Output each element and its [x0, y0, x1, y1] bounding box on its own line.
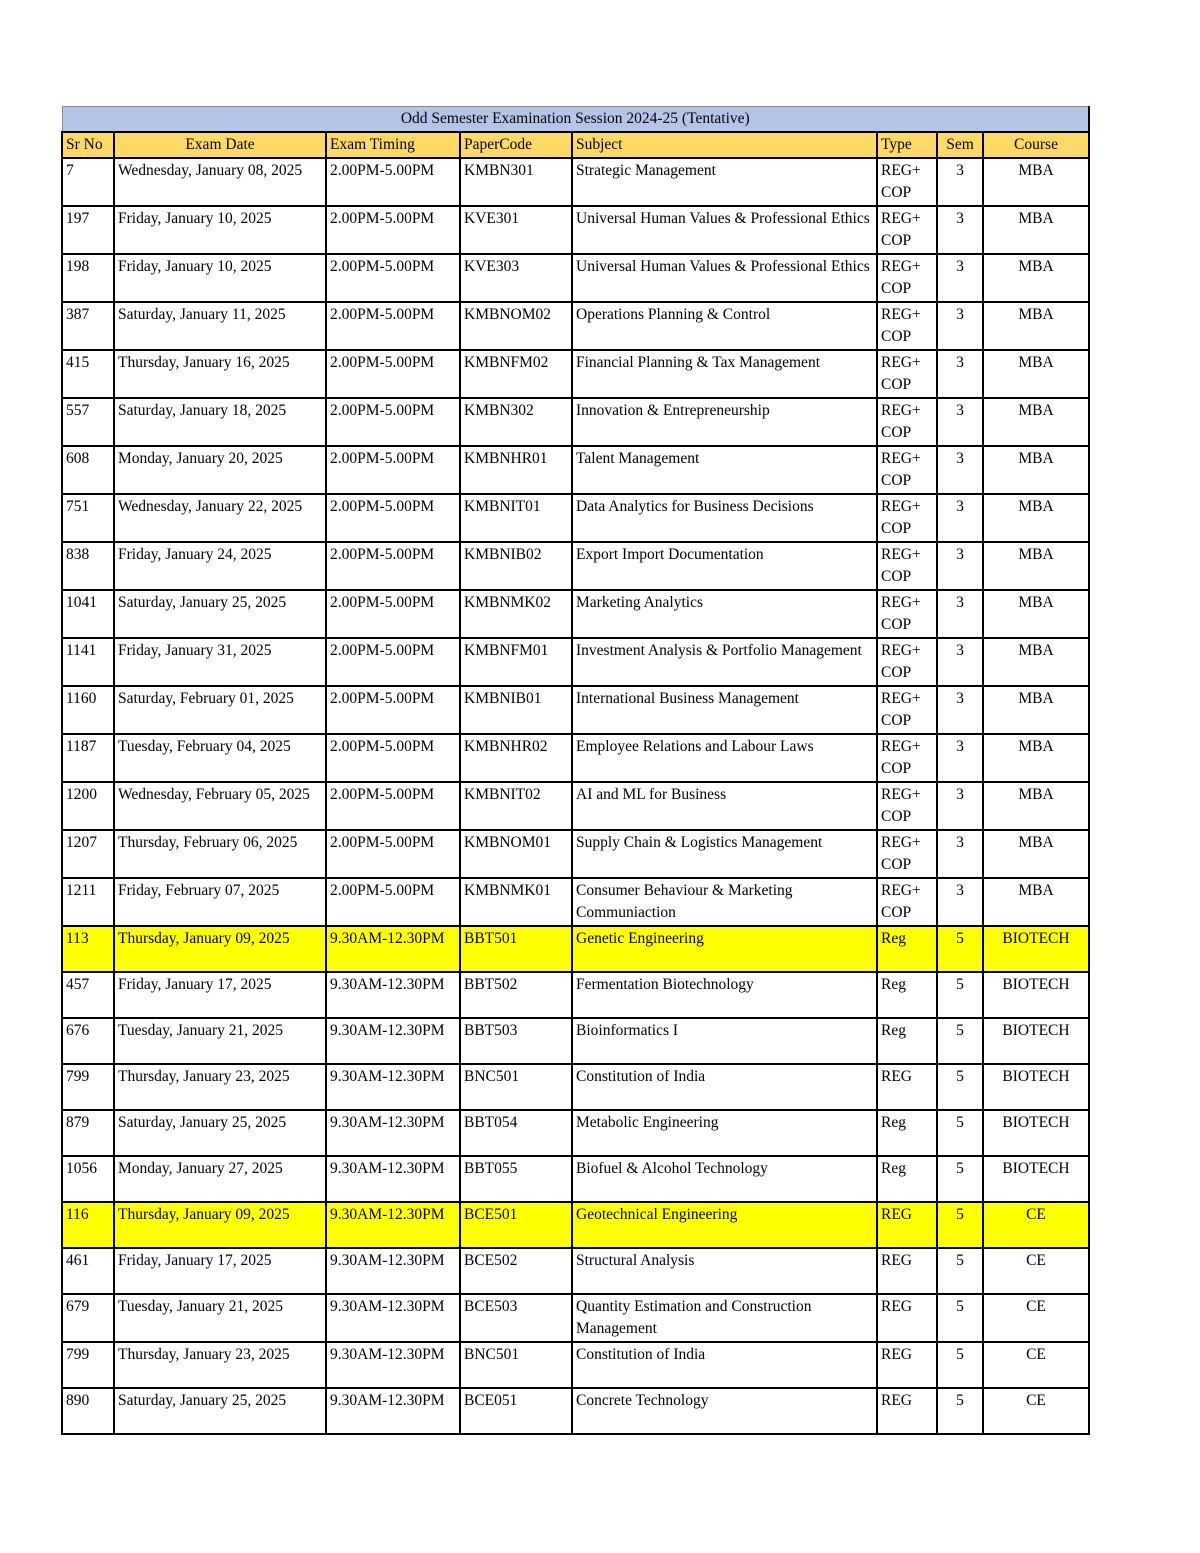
cell-sr-no: 1141: [62, 638, 114, 686]
cell-paper-code: KVE303: [460, 254, 572, 302]
table-row: [62, 830, 1089, 878]
cell-exam-timing: 2.00PM-5.00PM: [326, 782, 460, 830]
col-header-sem: Sem: [937, 132, 983, 158]
cell-subject: Genetic Engineering: [572, 926, 877, 972]
cell-exam-timing: 9.30AM-12.30PM: [326, 1018, 460, 1064]
cell-paper-code: KMBNFM02: [460, 350, 572, 398]
cell-subject: Investment Analysis & Portfolio Management: [572, 638, 877, 686]
table-row: [62, 638, 1089, 686]
cell-exam-date: Thursday, January 23, 2025: [114, 1064, 326, 1110]
cell-subject: Universal Human Values & Professional Ethics: [572, 206, 877, 254]
cell-exam-date: Saturday, January 25, 2025: [114, 1388, 326, 1434]
cell-sem: 3: [937, 302, 983, 350]
cell-paper-code: BBT054: [460, 1110, 572, 1156]
cell-sem: 3: [937, 158, 983, 206]
cell-sr-no: 1056: [62, 1156, 114, 1202]
cell-sr-no: 679: [62, 1294, 114, 1342]
cell-exam-date: Tuesday, January 21, 2025: [114, 1018, 326, 1064]
cell-sr-no: 751: [62, 494, 114, 542]
cell-sem: 5: [937, 1248, 983, 1294]
cell-type: REG+ COP: [877, 350, 937, 398]
cell-sr-no: 799: [62, 1064, 114, 1110]
col-header-exam-date: Exam Date: [114, 132, 326, 158]
cell-course: CE: [983, 1342, 1089, 1388]
cell-type: REG+ COP: [877, 398, 937, 446]
cell-sem: 3: [937, 542, 983, 590]
cell-exam-date: Friday, January 17, 2025: [114, 1248, 326, 1294]
cell-sr-no: 1211: [62, 878, 114, 926]
cell-paper-code: BCE503: [460, 1294, 572, 1342]
cell-exam-timing: 9.30AM-12.30PM: [326, 1156, 460, 1202]
cell-course: MBA: [983, 638, 1089, 686]
cell-subject: Concrete Technology: [572, 1388, 877, 1434]
cell-sr-no: 676: [62, 1018, 114, 1064]
cell-subject: Universal Human Values & Professional Ethics: [572, 254, 877, 302]
col-header-sr-no: Sr No: [62, 132, 114, 158]
table-row: [62, 1248, 1089, 1294]
cell-subject: Export Import Documentation: [572, 542, 877, 590]
cell-type: REG+ COP: [877, 638, 937, 686]
cell-subject: AI and ML for Business: [572, 782, 877, 830]
cell-sem: 3: [937, 782, 983, 830]
cell-type: REG: [877, 1202, 937, 1248]
cell-sr-no: 7: [62, 158, 114, 206]
cell-exam-timing: 9.30AM-12.30PM: [326, 1388, 460, 1434]
cell-paper-code: BCE501: [460, 1202, 572, 1248]
cell-course: CE: [983, 1248, 1089, 1294]
cell-type: REG+ COP: [877, 590, 937, 638]
cell-course: MBA: [983, 158, 1089, 206]
cell-sr-no: 1207: [62, 830, 114, 878]
cell-sr-no: 799: [62, 1342, 114, 1388]
cell-exam-timing: 2.00PM-5.00PM: [326, 830, 460, 878]
cell-sr-no: 1200: [62, 782, 114, 830]
cell-sr-no: 113: [62, 926, 114, 972]
cell-exam-timing: 2.00PM-5.00PM: [326, 398, 460, 446]
cell-type: REG: [877, 1248, 937, 1294]
cell-exam-date: Thursday, January 09, 2025: [114, 926, 326, 972]
cell-course: CE: [983, 1388, 1089, 1434]
table-row: [62, 878, 1089, 926]
cell-course: CE: [983, 1202, 1089, 1248]
cell-exam-timing: 2.00PM-5.00PM: [326, 254, 460, 302]
cell-type: Reg: [877, 926, 937, 972]
header-row: [62, 132, 1089, 158]
cell-paper-code: KMBNIB01: [460, 686, 572, 734]
table-row: [62, 686, 1089, 734]
cell-exam-date: Thursday, January 16, 2025: [114, 350, 326, 398]
cell-type: REG+ COP: [877, 254, 937, 302]
table-row: [62, 206, 1089, 254]
col-header-subject: Subject: [572, 132, 877, 158]
table-row: [62, 1064, 1089, 1110]
cell-course: MBA: [983, 734, 1089, 782]
table-row: [62, 254, 1089, 302]
cell-sem: 3: [937, 590, 983, 638]
table-row: [62, 972, 1089, 1018]
cell-type: Reg: [877, 1018, 937, 1064]
cell-course: MBA: [983, 686, 1089, 734]
cell-type: REG+ COP: [877, 542, 937, 590]
cell-course: BIOTECH: [983, 1064, 1089, 1110]
col-header-exam-timing: Exam Timing: [326, 132, 460, 158]
cell-course: MBA: [983, 302, 1089, 350]
cell-paper-code: KMBNMK01: [460, 878, 572, 926]
cell-subject: Talent Management: [572, 446, 877, 494]
cell-paper-code: KMBNIT02: [460, 782, 572, 830]
cell-exam-date: Friday, January 10, 2025: [114, 206, 326, 254]
cell-subject: International Business Management: [572, 686, 877, 734]
cell-exam-date: Monday, January 20, 2025: [114, 446, 326, 494]
cell-type: REG: [877, 1342, 937, 1388]
table-title: Odd Semester Examination Session 2024-25 (Tentative): [62, 107, 1089, 133]
cell-exam-timing: 9.30AM-12.30PM: [326, 926, 460, 972]
cell-type: REG+ COP: [877, 734, 937, 782]
cell-type: REG+ COP: [877, 686, 937, 734]
cell-exam-date: Saturday, January 25, 2025: [114, 1110, 326, 1156]
cell-type: REG+ COP: [877, 206, 937, 254]
cell-course: BIOTECH: [983, 1156, 1089, 1202]
cell-subject: Structural Analysis: [572, 1248, 877, 1294]
cell-paper-code: BBT055: [460, 1156, 572, 1202]
cell-paper-code: BBT502: [460, 972, 572, 1018]
cell-sem: 3: [937, 446, 983, 494]
cell-sr-no: 557: [62, 398, 114, 446]
cell-sr-no: 461: [62, 1248, 114, 1294]
cell-paper-code: BBT503: [460, 1018, 572, 1064]
cell-exam-date: Friday, February 07, 2025: [114, 878, 326, 926]
cell-type: REG: [877, 1388, 937, 1434]
cell-subject: Strategic Management: [572, 158, 877, 206]
table-row: [62, 158, 1089, 206]
cell-paper-code: KMBNOM01: [460, 830, 572, 878]
cell-paper-code: BCE502: [460, 1248, 572, 1294]
cell-paper-code: KMBNOM02: [460, 302, 572, 350]
cell-exam-timing: 2.00PM-5.00PM: [326, 350, 460, 398]
cell-paper-code: KMBN302: [460, 398, 572, 446]
cell-exam-timing: 2.00PM-5.00PM: [326, 158, 460, 206]
table-row: [62, 302, 1089, 350]
cell-type: REG: [877, 1064, 937, 1110]
col-header-type: Type: [877, 132, 937, 158]
cell-sem: 3: [937, 686, 983, 734]
cell-exam-date: Thursday, January 23, 2025: [114, 1342, 326, 1388]
cell-sem: 3: [937, 638, 983, 686]
cell-course: BIOTECH: [983, 926, 1089, 972]
cell-sem: 5: [937, 1388, 983, 1434]
cell-exam-timing: 2.00PM-5.00PM: [326, 686, 460, 734]
cell-subject: Consumer Behaviour & Marketing Communiaction: [572, 878, 877, 926]
cell-sem: 3: [937, 206, 983, 254]
cell-sem: 3: [937, 494, 983, 542]
table-row: [62, 1110, 1089, 1156]
cell-exam-timing: 2.00PM-5.00PM: [326, 734, 460, 782]
cell-sr-no: 1160: [62, 686, 114, 734]
cell-sem: 5: [937, 926, 983, 972]
cell-subject: Data Analytics for Business Decisions: [572, 494, 877, 542]
cell-exam-date: Thursday, February 06, 2025: [114, 830, 326, 878]
cell-exam-date: Friday, January 31, 2025: [114, 638, 326, 686]
cell-exam-timing: 2.00PM-5.00PM: [326, 638, 460, 686]
col-header-paper-code: PaperCode: [460, 132, 572, 158]
cell-subject: Financial Planning & Tax Management: [572, 350, 877, 398]
cell-sem: 3: [937, 734, 983, 782]
table-row: [62, 1156, 1089, 1202]
cell-exam-date: Wednesday, February 05, 2025: [114, 782, 326, 830]
table-row: [62, 1342, 1089, 1388]
cell-type: Reg: [877, 972, 937, 1018]
cell-exam-timing: 9.30AM-12.30PM: [326, 972, 460, 1018]
cell-course: MBA: [983, 398, 1089, 446]
table-row: [62, 446, 1089, 494]
cell-sr-no: 457: [62, 972, 114, 1018]
cell-exam-timing: 9.30AM-12.30PM: [326, 1294, 460, 1342]
cell-exam-date: Thursday, January 09, 2025: [114, 1202, 326, 1248]
cell-sr-no: 198: [62, 254, 114, 302]
cell-sr-no: 608: [62, 446, 114, 494]
cell-paper-code: KMBNIB02: [460, 542, 572, 590]
cell-course: MBA: [983, 494, 1089, 542]
cell-subject: Fermentation Biotechnology: [572, 972, 877, 1018]
cell-sem: 5: [937, 1064, 983, 1110]
cell-subject: Marketing Analytics: [572, 590, 877, 638]
col-header-course: Course: [983, 132, 1089, 158]
cell-course: MBA: [983, 542, 1089, 590]
cell-exam-date: Tuesday, February 04, 2025: [114, 734, 326, 782]
cell-exam-date: Wednesday, January 08, 2025: [114, 158, 326, 206]
table-row: [62, 1388, 1089, 1434]
cell-sr-no: 838: [62, 542, 114, 590]
table-row: [62, 926, 1089, 972]
cell-sem: 5: [937, 1156, 983, 1202]
cell-course: BIOTECH: [983, 1018, 1089, 1064]
cell-sem: 3: [937, 254, 983, 302]
cell-course: MBA: [983, 782, 1089, 830]
cell-subject: Quantity Estimation and Construction Management: [572, 1294, 877, 1342]
cell-paper-code: KVE301: [460, 206, 572, 254]
cell-exam-date: Saturday, January 25, 2025: [114, 590, 326, 638]
cell-sem: 5: [937, 1018, 983, 1064]
cell-exam-timing: 2.00PM-5.00PM: [326, 302, 460, 350]
table-row: [62, 494, 1089, 542]
cell-sem: 3: [937, 350, 983, 398]
cell-paper-code: BNC501: [460, 1342, 572, 1388]
cell-subject: Employee Relations and Labour Laws: [572, 734, 877, 782]
cell-subject: Supply Chain & Logistics Management: [572, 830, 877, 878]
cell-exam-date: Saturday, February 01, 2025: [114, 686, 326, 734]
table-row: [62, 734, 1089, 782]
cell-sr-no: 415: [62, 350, 114, 398]
cell-exam-date: Friday, January 17, 2025: [114, 972, 326, 1018]
cell-exam-timing: 2.00PM-5.00PM: [326, 878, 460, 926]
cell-course: BIOTECH: [983, 1110, 1089, 1156]
cell-type: REG+ COP: [877, 446, 937, 494]
cell-type: Reg: [877, 1156, 937, 1202]
cell-subject: Biofuel & Alcohol Technology: [572, 1156, 877, 1202]
table-row: [62, 782, 1089, 830]
cell-sem: 3: [937, 830, 983, 878]
table-row: [62, 542, 1089, 590]
table-row: [62, 350, 1089, 398]
table-row: [62, 1018, 1089, 1064]
cell-subject: Constitution of India: [572, 1342, 877, 1388]
cell-sem: 5: [937, 1294, 983, 1342]
cell-exam-timing: 2.00PM-5.00PM: [326, 206, 460, 254]
cell-exam-date: Monday, January 27, 2025: [114, 1156, 326, 1202]
cell-exam-timing: 2.00PM-5.00PM: [326, 542, 460, 590]
cell-course: MBA: [983, 590, 1089, 638]
cell-exam-date: Friday, January 10, 2025: [114, 254, 326, 302]
cell-course: MBA: [983, 206, 1089, 254]
cell-course: MBA: [983, 446, 1089, 494]
cell-subject: Operations Planning & Control: [572, 302, 877, 350]
cell-type: Reg: [877, 1110, 937, 1156]
cell-course: MBA: [983, 350, 1089, 398]
cell-sr-no: 890: [62, 1388, 114, 1434]
cell-paper-code: KMBNIT01: [460, 494, 572, 542]
cell-exam-date: Saturday, January 11, 2025: [114, 302, 326, 350]
cell-exam-date: Friday, January 24, 2025: [114, 542, 326, 590]
cell-sr-no: 116: [62, 1202, 114, 1248]
cell-course: MBA: [983, 830, 1089, 878]
cell-paper-code: BNC501: [460, 1064, 572, 1110]
cell-exam-timing: 9.30AM-12.30PM: [326, 1202, 460, 1248]
cell-type: REG+ COP: [877, 302, 937, 350]
cell-sem: 5: [937, 972, 983, 1018]
cell-paper-code: KMBN301: [460, 158, 572, 206]
cell-type: REG+ COP: [877, 158, 937, 206]
cell-exam-timing: 2.00PM-5.00PM: [326, 590, 460, 638]
cell-type: REG+ COP: [877, 782, 937, 830]
cell-subject: Constitution of India: [572, 1064, 877, 1110]
cell-sem: 3: [937, 878, 983, 926]
table-row: [62, 1294, 1089, 1342]
cell-subject: Metabolic Engineering: [572, 1110, 877, 1156]
cell-sem: 3: [937, 398, 983, 446]
cell-sr-no: 1187: [62, 734, 114, 782]
cell-sr-no: 1041: [62, 590, 114, 638]
table-row: [62, 590, 1089, 638]
cell-subject: Bioinformatics I: [572, 1018, 877, 1064]
cell-sem: 5: [937, 1110, 983, 1156]
cell-exam-timing: 9.30AM-12.30PM: [326, 1248, 460, 1294]
cell-type: REG+ COP: [877, 494, 937, 542]
cell-type: REG+ COP: [877, 878, 937, 926]
cell-paper-code: KMBNFM01: [460, 638, 572, 686]
cell-exam-timing: 9.30AM-12.30PM: [326, 1342, 460, 1388]
cell-exam-date: Wednesday, January 22, 2025: [114, 494, 326, 542]
cell-paper-code: BBT501: [460, 926, 572, 972]
cell-exam-date: Saturday, January 18, 2025: [114, 398, 326, 446]
cell-course: CE: [983, 1294, 1089, 1342]
cell-course: MBA: [983, 878, 1089, 926]
cell-sr-no: 879: [62, 1110, 114, 1156]
cell-type: REG+ COP: [877, 830, 937, 878]
cell-paper-code: KMBNHR02: [460, 734, 572, 782]
cell-exam-timing: 9.30AM-12.30PM: [326, 1064, 460, 1110]
table-row: [62, 1202, 1089, 1248]
cell-sr-no: 387: [62, 302, 114, 350]
cell-paper-code: KMBNMK02: [460, 590, 572, 638]
cell-sem: 5: [937, 1202, 983, 1248]
cell-type: REG: [877, 1294, 937, 1342]
cell-exam-timing: 2.00PM-5.00PM: [326, 446, 460, 494]
cell-subject: Innovation & Entrepreneurship: [572, 398, 877, 446]
cell-paper-code: BCE051: [460, 1388, 572, 1434]
cell-sr-no: 197: [62, 206, 114, 254]
cell-paper-code: KMBNHR01: [460, 446, 572, 494]
table-row: [62, 398, 1089, 446]
cell-exam-timing: 9.30AM-12.30PM: [326, 1110, 460, 1156]
cell-course: MBA: [983, 254, 1089, 302]
cell-sem: 5: [937, 1342, 983, 1388]
cell-exam-date: Tuesday, January 21, 2025: [114, 1294, 326, 1342]
cell-exam-timing: 2.00PM-5.00PM: [326, 494, 460, 542]
cell-course: BIOTECH: [983, 972, 1089, 1018]
cell-subject: Geotechnical Engineering: [572, 1202, 877, 1248]
exam-schedule-table: [61, 106, 1090, 1435]
